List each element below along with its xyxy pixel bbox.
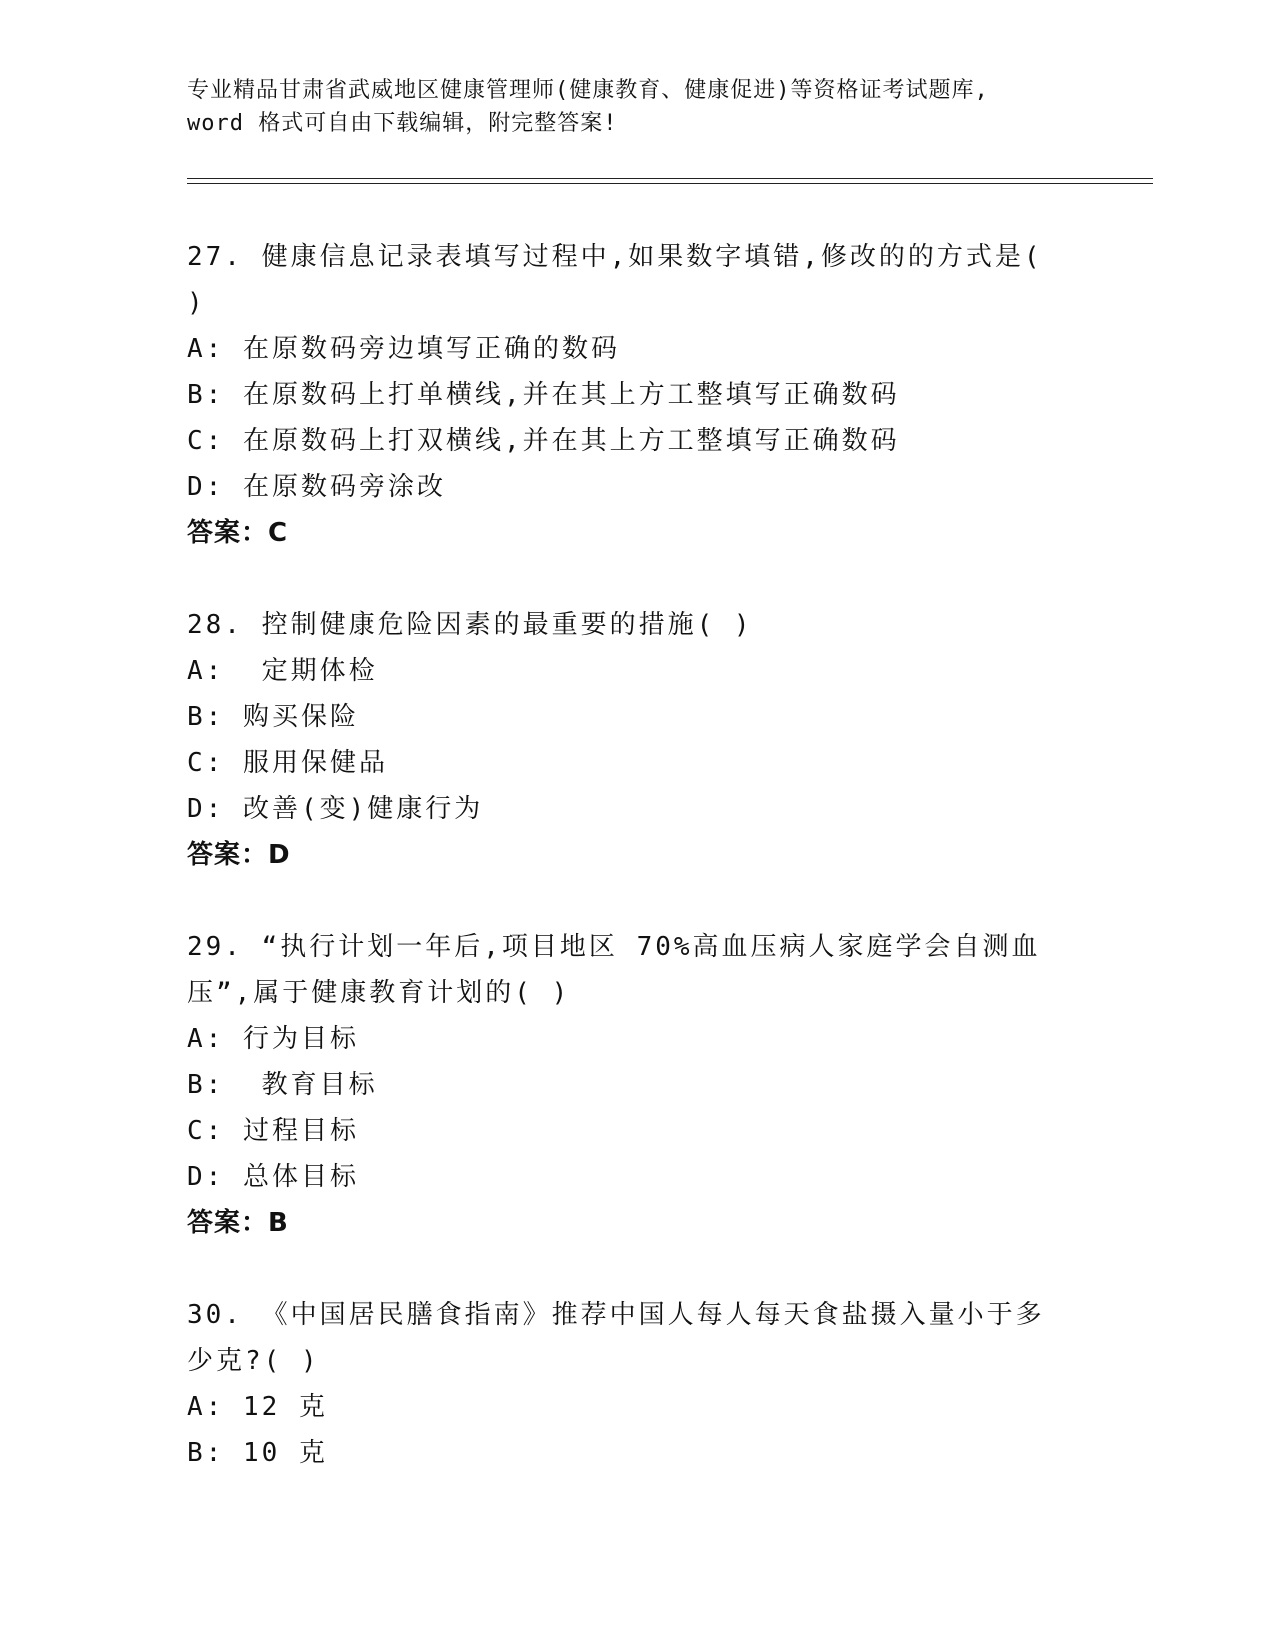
question-list [187,234,1067,1522]
header-line-1: 专业精品甘肃省武威地区健康管理师(健康教育、健康促进)等资格证考试题库, [187,78,989,103]
question-text: 28. 控制健康危险因素的最重要的措施( ) [187,610,753,640]
option-c: C: 过程目标 [187,1116,359,1146]
question-27 [187,234,1067,556]
question-text: 29. “执行计划一年后,项目地区 70%高血压病人家庭学会自测血压”,属于健康教育计划的( ) [187,932,1041,1008]
question-28 [187,602,1067,878]
option-b: B: 在原数码上打单横线,并在其上方工整填写正确数码 [187,380,900,410]
option-d: D: 总体目标 [187,1162,359,1192]
question-text: 30. 《中国居民膳食指南》推荐中国人每人每天食盐摄入量小于多少克?( ) [187,1300,1045,1376]
answer: 答案：D [187,840,291,870]
option-a: A: 12 克 [187,1392,328,1422]
option-b: B: 购买保险 [187,702,359,732]
option-c: C: 服用保健品 [187,748,388,778]
option-d: D: 改善(变)健康行为 [187,794,484,824]
option-d: D: 在原数码旁涂改 [187,472,446,502]
header-line-2: word 格式可自由下载编辑，附完整答案! [187,111,618,136]
document-header [187,74,1087,140]
question-30 [187,1292,1067,1476]
option-a: A: 定期体检 [187,656,378,686]
answer: 答案：C [187,518,289,548]
option-a: A: 行为目标 [187,1024,359,1054]
answer: 答案：B [187,1208,289,1238]
option-b: B: 教育目标 [187,1070,378,1100]
header-divider-bottom [187,183,1153,184]
question-29 [187,924,1067,1246]
option-b: B: 10 克 [187,1438,328,1468]
option-c: C: 在原数码上打双横线,并在其上方工整填写正确数码 [187,426,900,456]
header-divider-top [187,178,1153,179]
question-text: 27. 健康信息记录表填写过程中,如果数字填错,修改的的方式是( ) [187,242,1043,318]
option-a: A: 在原数码旁边填写正确的数码 [187,334,620,364]
